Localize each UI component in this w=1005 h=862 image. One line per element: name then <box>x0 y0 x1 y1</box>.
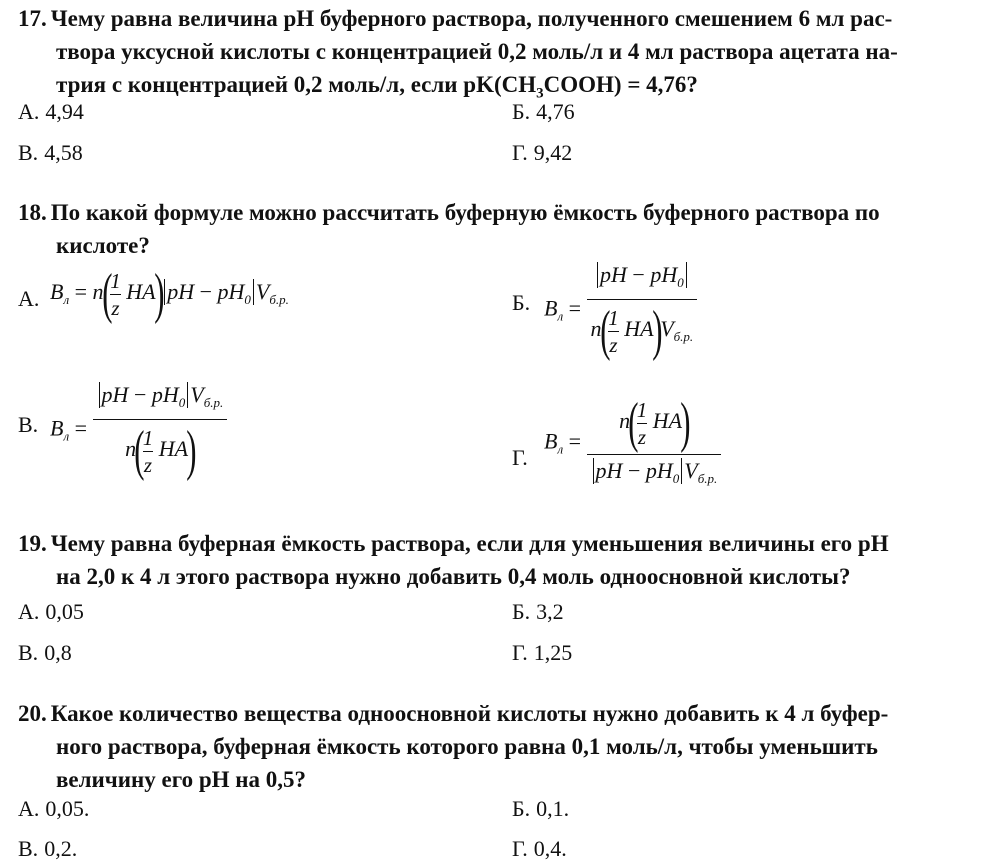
option-value: 3,2 <box>536 599 564 624</box>
question-text-line: величину его pH на 0,5? <box>56 767 307 792</box>
question-18 <box>18 196 993 262</box>
question-number: 18. <box>18 200 47 225</box>
option-label: Г. <box>512 836 528 861</box>
option-value: 0,05. <box>45 796 90 821</box>
option-c[interactable] <box>18 836 77 862</box>
option-label: А. <box>18 796 40 821</box>
option-value: 4,76 <box>536 99 575 124</box>
formula-a: $B_л = n$( $\frac{1}{z}$ HA) pH − $pH_0$ $V_{б.р.}$ <box>50 263 289 325</box>
option-label: Б. <box>512 599 531 624</box>
option-d[interactable] <box>512 140 572 166</box>
question-20 <box>18 697 993 796</box>
option-label: Б. <box>512 290 531 315</box>
option-a[interactable] <box>18 796 89 822</box>
question-number: 17. <box>18 6 47 31</box>
option-value: 0,8 <box>44 640 72 665</box>
option-b[interactable] <box>512 290 530 316</box>
option-label: А. <box>18 599 40 624</box>
question-text-line: на 2,0 к 4 л этого раствора нужно добавить 0,4 моль одноосновной кислоты? <box>56 564 851 589</box>
question-19 <box>18 527 993 593</box>
option-a[interactable] <box>18 599 84 625</box>
question-text-line: кислоте? <box>56 233 150 258</box>
option-label: В. <box>18 836 39 861</box>
option-label: Б. <box>512 796 531 821</box>
option-b[interactable] <box>512 599 564 625</box>
formula-c: $B_л$ = pH − $pH_0$ $V_{б.р.}$ n( $\frac{1}{z}$ HA) <box>50 382 227 479</box>
option-value: 0,4. <box>533 836 567 861</box>
option-label: Б. <box>512 99 531 124</box>
option-label: Г. <box>512 445 528 470</box>
option-c[interactable] <box>18 140 83 166</box>
question-text-line: твора уксусной кислоты с концентрацией 0,2 моль/л и 4 мл раствора ацетата на- <box>56 39 898 64</box>
option-a[interactable] <box>18 286 39 312</box>
option-d[interactable] <box>512 445 528 471</box>
option-b[interactable] <box>512 99 575 125</box>
option-value: 0,2. <box>44 836 78 861</box>
formula-d: $B_л$ = n( $\frac{1}{z}$ HA) pH − $pH_0$ $V_{б.р.}$ <box>544 395 721 492</box>
question-text-line: Чему равна величина pH буферного раствора, полученного смешением 6 мл рас- <box>50 6 893 31</box>
question-text-line: По какой формуле можно рассчитать буферную ёмкость буферного раствора по <box>50 200 880 225</box>
option-value: 1,25 <box>533 640 573 665</box>
question-text-line: Чему равна буферная ёмкость раствора, если для уменьшения величины его pH <box>50 531 889 556</box>
option-a[interactable] <box>18 99 84 125</box>
question-text-line: трия с концентрацией 0,2 моль/л, если pK(CH <box>56 72 537 97</box>
question-17 <box>18 2 993 111</box>
subscript: 3 <box>536 85 544 102</box>
option-value: 0,1. <box>536 796 570 821</box>
option-label: А. <box>18 286 40 311</box>
option-d[interactable] <box>512 640 572 666</box>
option-value: 4,94 <box>45 99 84 124</box>
option-label: В. <box>18 140 39 165</box>
option-label: В. <box>18 412 39 437</box>
option-label: В. <box>18 640 39 665</box>
option-label: Г. <box>512 640 528 665</box>
option-c[interactable] <box>18 412 38 438</box>
option-b[interactable] <box>512 796 569 822</box>
option-d[interactable] <box>512 836 567 862</box>
question-text-line: Какое количество вещества одноосновной кислоты нужно добавить к 4 л буфер- <box>50 701 889 726</box>
option-c[interactable] <box>18 640 72 666</box>
option-label: А. <box>18 99 40 124</box>
question-text-line: COOH) = 4,76? <box>543 72 698 97</box>
option-value: 9,42 <box>533 140 573 165</box>
formula-b: $B_л$ = pH − $pH_0$ n( $\frac{1}{z}$ $HA)V_{б.р.}$ <box>544 262 697 359</box>
question-number: 20. <box>18 701 47 726</box>
question-number: 19. <box>18 531 47 556</box>
question-text-line: ного раствора, буферная ёмкость которого равна 0,1 моль/л, чтобы уменьшить <box>56 734 878 759</box>
option-value: 4,58 <box>44 140 83 165</box>
option-label: Г. <box>512 140 528 165</box>
option-value: 0,05 <box>45 599 84 624</box>
